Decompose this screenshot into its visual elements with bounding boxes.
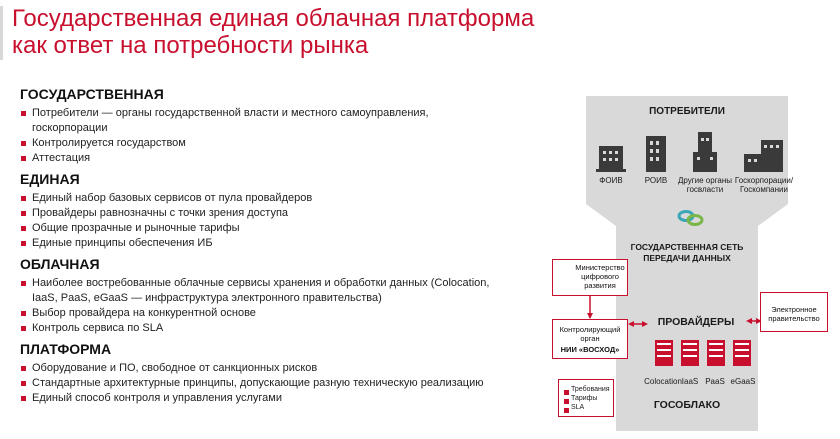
consumer-label: Другие органы [677, 176, 733, 185]
section-oblachnaya [20, 256, 540, 336]
providers-title: ПРОВАЙДЕРЫ [657, 316, 735, 328]
consumer-label-line-2: госвласти [686, 185, 724, 194]
consumer-foiv [586, 176, 636, 185]
consumer-other [676, 176, 734, 194]
bullet-item: Общие прозрачные и рыночные тарифы [20, 221, 540, 236]
consumer-corporations [734, 176, 794, 194]
network-title-line-2: ПЕРЕДАЧИ ДАННЫХ [643, 253, 731, 263]
server-rack-icon [733, 340, 751, 366]
consumer-roiv [636, 176, 676, 185]
service-iaas: IaaS [681, 377, 699, 386]
bullet-item: Наиболее востребованные облачные сервисы хранения и обработки данных (Colocation, IaaS, PaaS, eGaaS — инфраструктура электронного правительства) [20, 276, 512, 306]
document-item: Требования [563, 385, 613, 394]
building-icon [596, 146, 626, 172]
controller-box [552, 319, 628, 359]
section-heading: ЕДИНАЯ [20, 171, 80, 187]
documents-box [558, 379, 614, 417]
slide-title-line-2: как ответ на потребности рынка [12, 32, 369, 59]
section-heading: ОБЛАЧНАЯ [20, 256, 100, 272]
section-platforma [20, 341, 540, 406]
bullet-item: Потребители — органы государственной власти и местного самоуправления, госкорпорации [20, 106, 502, 136]
consumers-title: ПОТРЕБИТЕЛИ [649, 106, 725, 117]
document-item: SLA [563, 403, 613, 412]
ministry-line-1: Министерство [575, 263, 625, 272]
feature-sections [20, 86, 540, 411]
ministry-box [552, 259, 628, 296]
section-heading: ГОСУДАРСТВЕННАЯ [20, 86, 164, 102]
consumer-label: Госкорпорации/ [734, 176, 794, 185]
building-icon [646, 136, 666, 172]
gosoblako-title: ГОСОБЛАКО [653, 399, 721, 411]
egov-line-2: правительство [768, 314, 820, 323]
ministry-line-3: развития [584, 281, 616, 290]
controller-line-1: Контролирующий [559, 325, 621, 334]
bullet-item: Стандартные архитектурные принципы, допускающие разную техническую реализацию [20, 376, 540, 391]
service-paas: PaaS [705, 377, 725, 386]
slide-title-line-1: Государственная единая облачная платформа [12, 5, 535, 32]
platform-diagram [548, 96, 838, 436]
slide-title [12, 5, 534, 59]
network-title-line-1: ГОСУДАРСТВЕННАЯ СЕТЬ [630, 242, 744, 252]
section-heading: ПЛАТФОРМА [20, 341, 112, 357]
document-item: Тарифы [563, 394, 613, 403]
bullet-item: Оборудование и ПО, свободное от санкционных рисков [20, 361, 540, 376]
egov-line-1: Электронное [771, 305, 817, 314]
consumer-label: ФОИВ [599, 176, 623, 185]
bullet-item: Единые принципы обеспечения ИБ [20, 236, 540, 251]
bullet-item: Контролируется государством [20, 136, 540, 151]
section-edinaya [20, 171, 540, 251]
section-gosudarstvennaya [20, 86, 540, 166]
bullet-item: Провайдеры равнозначны с точки зрения доступа [20, 206, 540, 221]
service-colocation: Colocation [644, 377, 682, 386]
server-rack-icon [681, 340, 699, 366]
consumer-label: РОИВ [644, 176, 668, 185]
consumer-label-line-2: Госкомпании [740, 185, 788, 194]
bullet-item: Единый способ контроля и управления услугами [20, 391, 540, 406]
network-title [616, 242, 758, 264]
controller-line-2: орган [580, 334, 600, 343]
bullet-item: Контроль сервиса по SLA [20, 321, 540, 336]
server-rack-icon [707, 340, 725, 366]
ministry-line-2: цифрового [581, 272, 619, 281]
server-rack-icon [655, 340, 673, 366]
title-accent-bar [0, 6, 3, 60]
egov-box [760, 292, 828, 332]
bullet-item: Аттестация [20, 151, 540, 166]
service-egaas: eGaaS [730, 377, 756, 386]
bullet-item: Единый набор базовых сервисов от пула провайдеров [20, 191, 540, 206]
bullet-item: Выбор провайдера на конкурентной основе [20, 306, 540, 321]
controller-name: НИИ «ВОСХОД» [560, 345, 620, 354]
